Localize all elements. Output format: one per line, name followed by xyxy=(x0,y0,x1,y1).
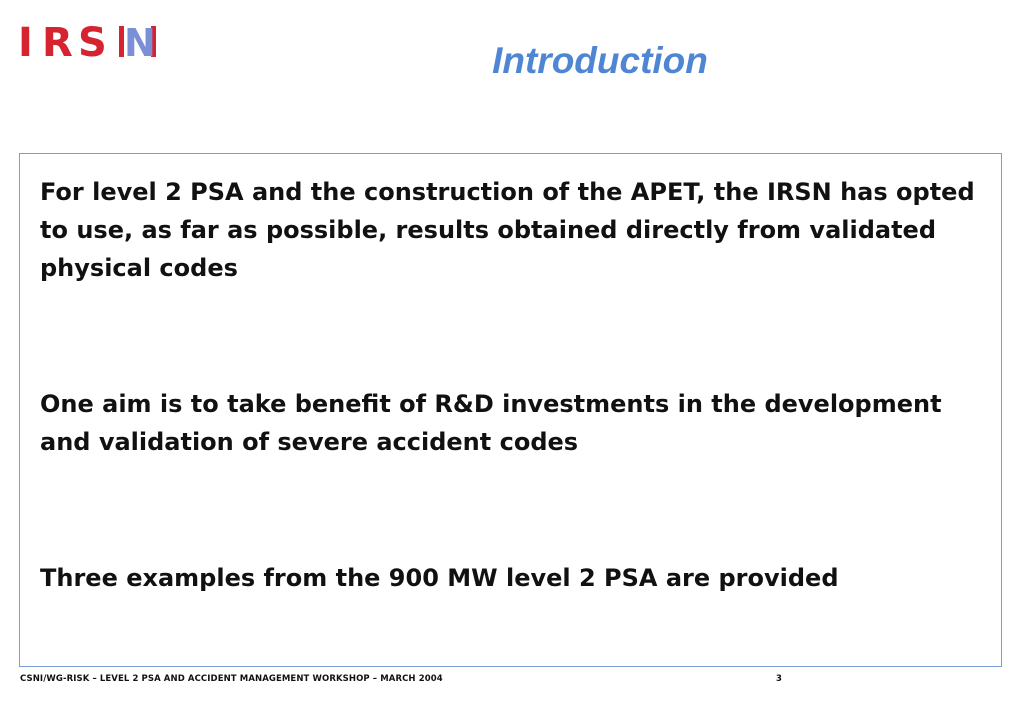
paragraph-examples: Three examples from the 900 MW level 2 PSA are provided xyxy=(40,564,839,592)
slide-title: Introduction xyxy=(492,40,708,81)
paragraph-apet-approach: For level 2 PSA and the construction of the APET, the IRSN has opted to use, as far as possible, results obtained directly from validated physical codes xyxy=(40,178,975,282)
irsn-logo xyxy=(18,18,160,66)
logo-letter-r: R xyxy=(42,20,73,66)
irsn-logo-graphic xyxy=(18,18,160,66)
footer-workshop-text: CSNI/WG-RISK – LEVEL 2 PSA AND ACCIDENT MANAGEMENT WORKSHOP – MARCH 2004 xyxy=(20,674,443,684)
logo-letter-n: N xyxy=(124,21,156,65)
logo-letter-s: S xyxy=(78,20,107,66)
paragraph-rd-investments: One aim is to take benefit of R&D investments in the development and validation of severe accident codes xyxy=(40,390,942,456)
footer-page-number: 3 xyxy=(776,674,782,684)
logo-letter-i: I xyxy=(18,20,33,66)
content-box xyxy=(19,153,1002,667)
